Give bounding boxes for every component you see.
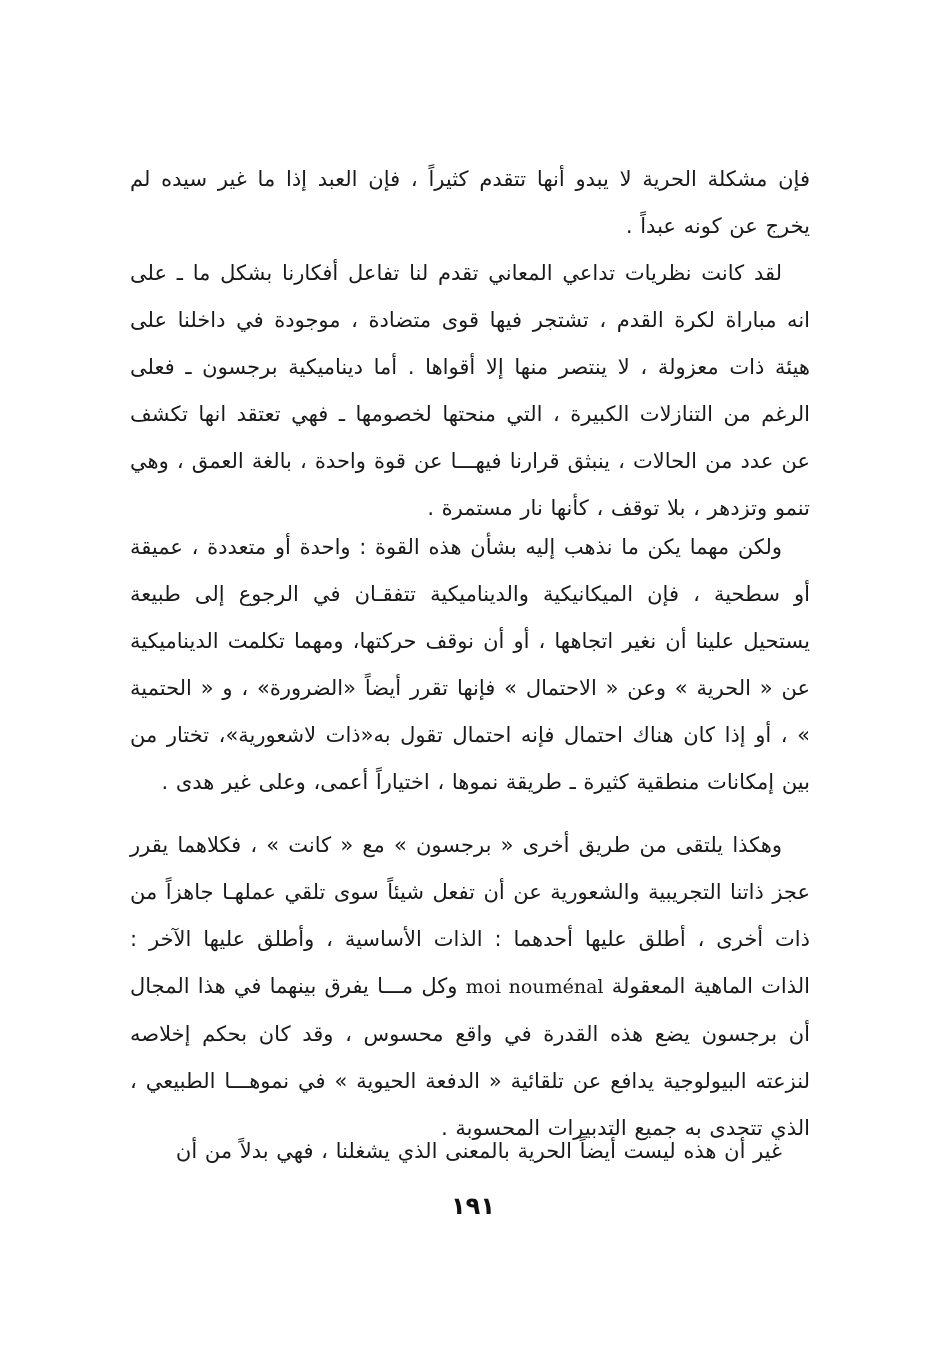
paragraph-4-part-2: وكل مـــا يفرق بينهما في هذا المجال أن برجسون يضع هذه القدرة في واقع محسوس ، وقد كان بحكم إخلاصه لنزعته البيولوجية يدافع عن تلقائية « الدفعة الحيوية » في نموهـــا الطبيعي ، الذي تتحدى به جميع التدبيرات المحسوبة . [130,974,810,1140]
paragraph-3 [130,524,810,806]
paragraph-4-part-1: وهكذا يلتقى من طريق أخرى « برجسون » مع « كانت » ، فكلاهما يقرر عجز ذاتنا التجريبية والشعورية عن أن تفعل شيئاً سوى تلقي عملهـا جاهزاً من ذات أخرى ، أطلق عليها أحدهما : الذات الأساسية ، وأطلق عليها الآخر : الذات الماهية المعقولة [130,833,810,998]
latin-term: moi nouménal [465,976,604,998]
paragraph-5-text: غير أن هذه ليست أيضاً الحرية بالمعنى الذي يشغلنا ، فهي بدلاً من أن [175,1139,782,1163]
paragraph-2 [130,250,810,532]
paragraph-1-text: فإن مشكلة الحرية لا يبدو أنها تتقدم كثيراً ، فإن العبد إذا ما غير سيده لم يخرج عن كونه عبداً . [130,167,810,238]
page-number: ١٩١ [451,1192,495,1220]
paragraph-4 [130,822,810,1152]
paragraph-5 [130,1128,810,1175]
paragraph-3-text: ولكن مهما يكن ما نذهب إليه بشأن هذه القوة : واحدة أو متعددة ، عميقة أو سطحية ، فإن الميكانيكية والديناميكية تتفقـان في الرجوع إلى طبيعة يستحيل علينا أن نغير اتجاهها ، أو أن نوقف حركتها، ومهما تكلمت الديناميكية عن « الحرية » وعن « الاحتمال » فإنها تقرر أيضاً «الضرورة» ، و « الحتمية » ، أو إذا كان هناك احتمال فإنه احتمال تقول به«ذات لاشعورية»، تختار من بين إمكانات منطقية كثيرة ـ طريقة نموها ، اختياراً أعمى، وعلى غير هدى . [130,535,810,794]
paragraph-1 [130,156,810,250]
paragraph-2-text: لقد كانت نظريات تداعي المعاني تقدم لنا تفاعل أفكارنا بشكل ما ـ على انه مباراة لكرة القدم ، تشتجر فيها قوى متضادة ، موجودة في داخلنا على هيئة ذات معزولة ، لا ينتصر منها إلا أقواها . أما ديناميكية برجسون ـ فعلى الرغم من التنازلات الكبيرة ، التي منحتها لخصومها ـ فهي تعتقد انها تكشف عن عدد من الحالات ، ينبثق قرارنا فيهـــا عن قوة واحدة ، بالغة العمق ، وهي تنمو وتزدهر ، بلا توقف ، كأنها نار مستمرة . [130,261,810,520]
paragraph-4-text [130,822,810,1152]
